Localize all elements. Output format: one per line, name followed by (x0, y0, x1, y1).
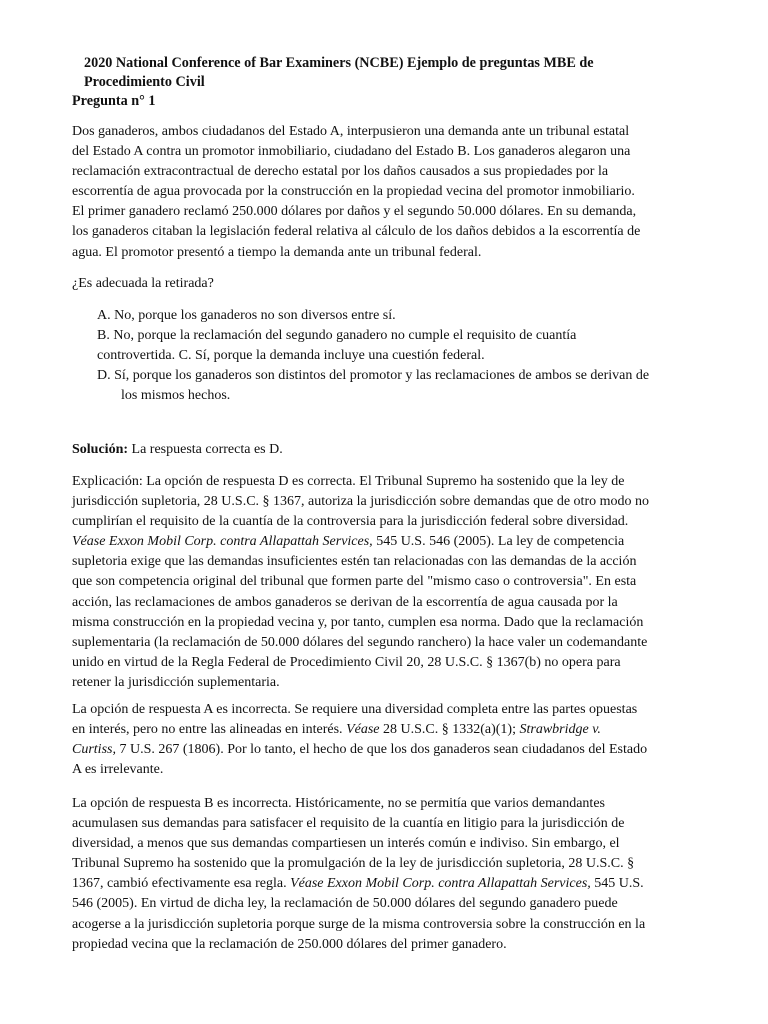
explanation-line: La opción de respuesta A es incorrecta. Se requiere una diversidad completa entre las partes opuestas (72, 702, 638, 717)
explanation-line (72, 740, 708, 760)
explanation-line: unido en virtud de la Regla Federal de Procedimiento Civil 20, 28 U.S.C. § 1367(b) no opera para (72, 654, 621, 670)
case-citation: Véase (346, 722, 380, 738)
explanation-line: retener la jurisdicción suplementaria. (72, 674, 280, 690)
option-a: A. No, porque los ganaderos no son diversos entre sí. (97, 308, 396, 323)
explanation-line: jurisdicción supletoria, 28 U.S.C. § 1367, autoriza la jurisdicción sobre demandas que de otro modo no (72, 494, 649, 510)
explanation-line: A es irrelevante. (72, 762, 164, 778)
case-citation: Strawbridge v. (519, 722, 601, 738)
explanation-text: 1367, cambió efectivamente esa regla. (72, 876, 291, 892)
case-citation: Véase Exxon Mobil Corp. contra Allapattah Services, (72, 534, 373, 550)
explanation-line: acogerse a la jurisdicción supletoria porque surge de la misma controversia sobre la construcción en la (72, 916, 646, 932)
explanation-line (72, 532, 708, 552)
explanation-line: Explicación: La opción de respuesta D es correcta. El Tribunal Supremo ha sostenido que la ley de (72, 474, 625, 489)
explanation-text: 7 U.S. 267 (1806). Por lo tanto, el hecho de que los dos ganaderos sean ciudadanos del Estado (115, 742, 648, 758)
question-number: Pregunta n° 1 (72, 93, 156, 109)
explanation-line: 546 (2005). En virtud de dicha ley, la reclamación de 50.000 dólares del segundo ganadero puede (72, 896, 618, 912)
option-a-explanation (72, 700, 708, 780)
question-line: El primer ganadero reclamó 250.000 dólares por daños y el segundo 50.000 dólares. En su demanda, (72, 204, 637, 220)
question-line: reclamación extracontractual de derecho estatal por los daños causados a sus propiedades por la (72, 164, 609, 180)
explanation-paragraph (72, 472, 708, 693)
explanation-text: 28 U.S.C. § 1332(a)(1); (379, 722, 520, 738)
explanation-line: Tribunal Supremo ha sostenido que la promulgación de la ley de jurisdicción supletoria, 28 U.S.C. § (72, 856, 635, 872)
explanation-line (72, 720, 708, 740)
explanation-text: 545 U.S. 546 (2005). La ley de competencia (372, 534, 625, 550)
explanation-line: misma construcción en la propiedad vecina y, por tanto, cumplen esa norma. Dado que la reclamación (72, 614, 644, 630)
explanation-line: suplementaria (la reclamación de 50.000 dólares del segundo ranchero) la hace valer un codemandante (72, 634, 648, 650)
option-b: B. No, porque la reclamación del segundo ganadero no cumple el requisito de cuantía (97, 328, 577, 343)
question-line: los ganaderos citaban la legislación federal relativa al cálculo de los daños debidos a la escorrentía de (72, 224, 641, 240)
document-title (84, 54, 724, 92)
solution-text: La respuesta correcta es D. (128, 442, 283, 457)
explanation-line: acumulasen sus demandas para satisfacer el requisito de la cuantía en litigio para la jurisdicción de (72, 816, 625, 832)
case-citation: Véase Exxon Mobil Corp. contra Allapattah Services, (290, 876, 591, 892)
option-b-explanation (72, 794, 708, 955)
explanation-text: en interés, pero no entre las alineadas en interés. (72, 722, 347, 738)
solution (72, 440, 708, 460)
question-prompt: ¿Es adecuada la retirada? (72, 276, 214, 291)
option-d: D. Sí, porque los ganaderos son distintos del promotor y las reclamaciones de ambos se derivan de (97, 368, 650, 383)
explanation-line (72, 874, 708, 894)
explanation-line: que son competencia original del tribunal que formen parte del "mismo caso o controversia". En esta (72, 574, 637, 590)
title-line-2: Procedimiento Civil (84, 74, 205, 90)
explanation-line: diversidad, a menos que sus demandas compartiesen un interés común e indiviso. Sin embargo, el (72, 836, 620, 852)
title-line-1: 2020 National Conference of Bar Examiners (NCBE) Ejemplo de preguntas MBE de (84, 55, 594, 71)
solution-label: Solución: (72, 442, 129, 457)
explanation-line: La opción de respuesta B es incorrecta. Históricamente, no se permitía que varios demandantes (72, 796, 605, 811)
question-line: escorrentía de agua provocada por la construcción en la propiedad vecina del promotor inmobiliario. (72, 184, 635, 200)
explanation-line: supletoria exige que las demandas insuficientes estén tan relacionadas con las demandas de la acción (72, 554, 637, 570)
option-d-continued: los mismos hechos. (121, 388, 231, 403)
question-line: Dos ganaderos, ambos ciudadanos del Estado A, interpusieron una demanda ante un tribunal estatal (72, 124, 630, 139)
explanation-line: acción, las reclamaciones de ambos ganaderos se derivan de la escorrentía de agua causada por la (72, 594, 618, 610)
question-line: del Estado A contra un promotor inmobiliario, ciudadano del Estado B. Los ganaderos alegaron una (72, 144, 631, 160)
explanation-line: cumplirían el requisito de la cuantía de la controversia para la jurisdicción federal sobre diversidad. (72, 514, 629, 530)
answer-options (97, 306, 717, 406)
question-line: agua. El promotor presentó a tiempo la demanda ante un tribunal federal. (72, 244, 482, 260)
case-citation: Curtiss, (72, 742, 116, 758)
question-text (72, 122, 708, 263)
option-b-continued: controvertida. C. Sí, porque la demanda incluye una cuestión federal. (97, 348, 485, 363)
explanation-text: 545 U.S. (590, 876, 644, 892)
explanation-line: propiedad vecina que la reclamación de 250.000 dólares del primer ganadero. (72, 936, 507, 952)
